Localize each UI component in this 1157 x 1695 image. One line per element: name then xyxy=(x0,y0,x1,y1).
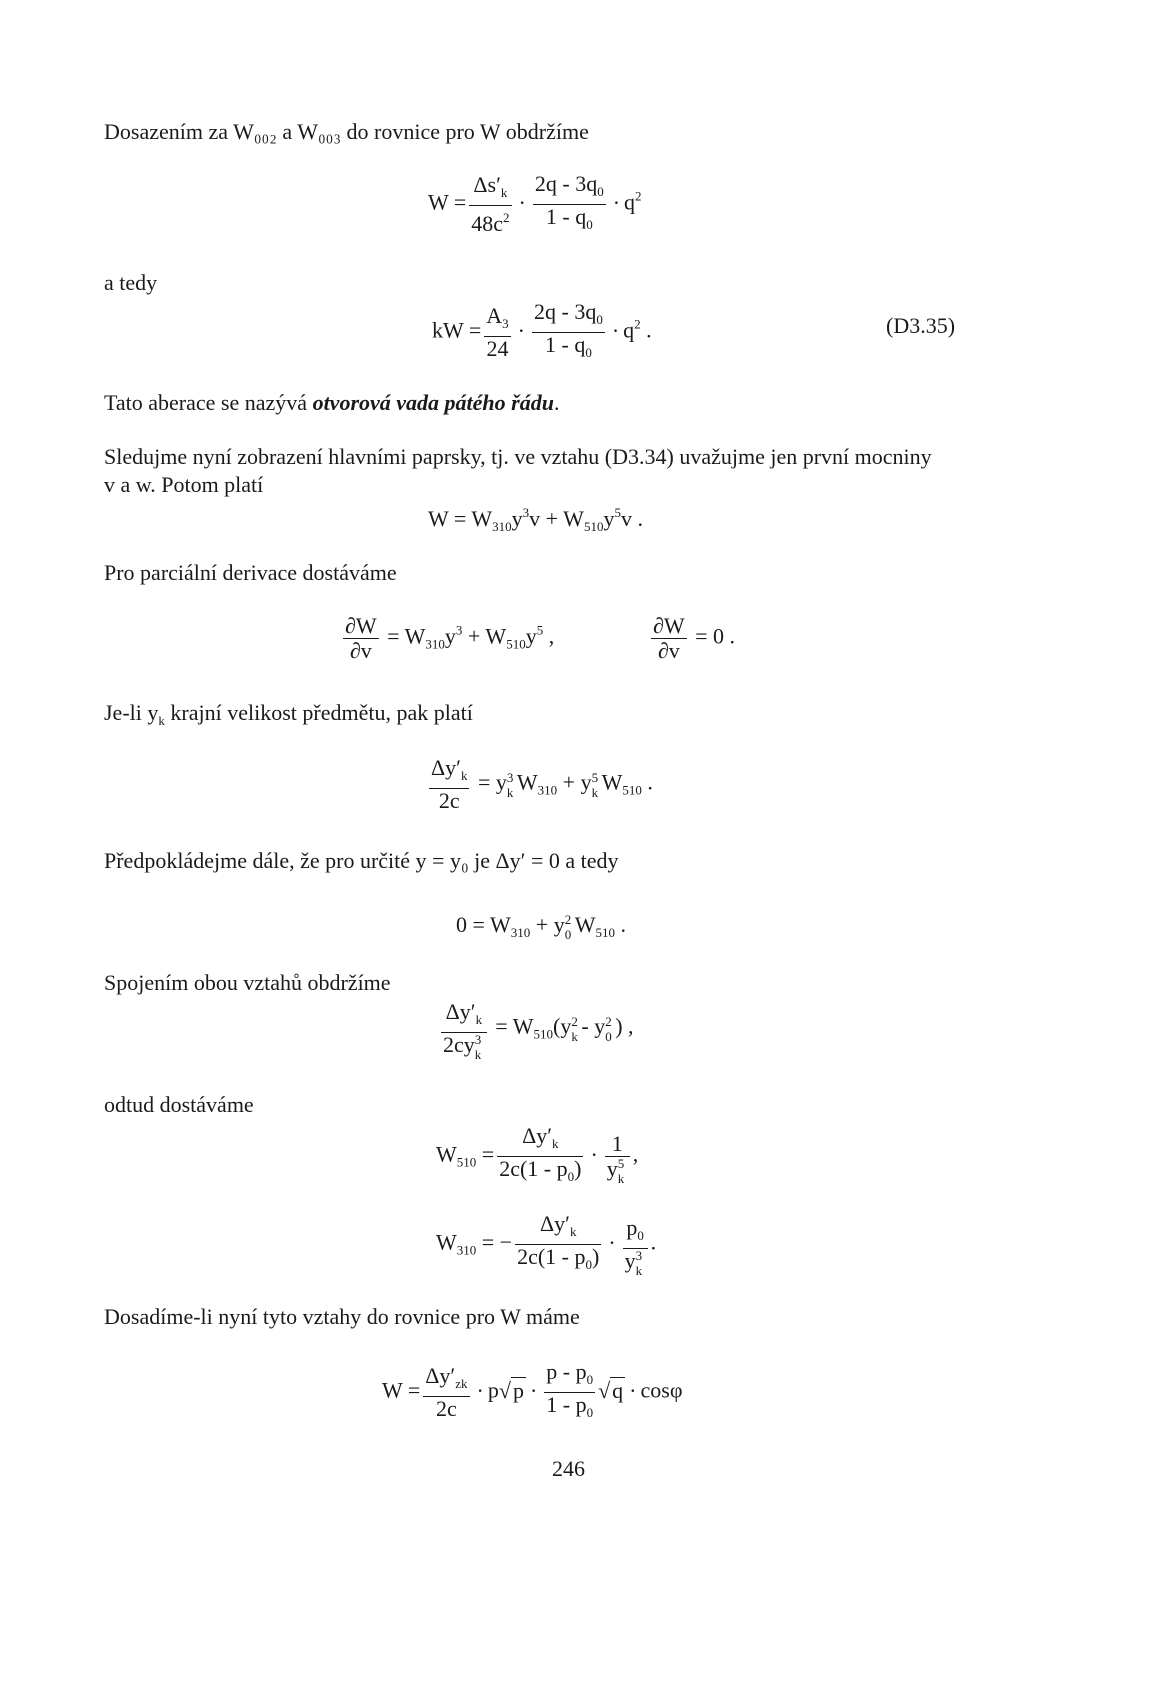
page-number: 246 xyxy=(552,1456,585,1481)
paragraph-combine: Spojením obou vztahů obdržíme xyxy=(104,970,391,995)
object-size-suffix: krajní velikost předmětu, pak platí xyxy=(164,700,473,725)
aberration-text: Tato aberace se nazývá xyxy=(104,390,313,415)
equation-dw-dv: $\frac{\partial W}{\partial v}$ = $W_{310}y^3 + W_{510}y^5$ , xyxy=(345,613,555,663)
paragraph-partial-derivatives: Pro parciální derivace dostáváme xyxy=(104,560,397,585)
equation-number: (D3.35) xyxy=(886,313,956,338)
paragraph-aberration xyxy=(104,390,559,416)
equation-dyk: $\frac{\Delta y'_k}{2c}$ = y 3 k $W_{310} + y$ 5 k $W_{510}$ . xyxy=(431,755,653,813)
object-size-sub: k xyxy=(158,713,165,728)
equation-dw-dw: $\frac{\partial W}{\partial v}$ = 0 . xyxy=(653,613,736,663)
equation-zero: $0 = W_{310} + y$ 2 0 $W_{510}$ . xyxy=(456,911,626,942)
paragraph-principal-rays-line1: Sledujme nyní zobrazení hlavními paprsky, tj. ve vztahu (D3.34) uvažujme jen první mocniny xyxy=(104,444,932,469)
equation-w: W = $\frac{\Delta s'_k}{48c^2}$ · $\frac{2q - 3q_0}{1 - q_0}$ · $q^2$ xyxy=(428,171,642,236)
aberration-term: otvorová vada pátého řádu xyxy=(312,390,554,415)
equation-combined: $\Delta y'_k$ 2cy 3 k = $W_{510}(y$ 2 k - y 2 0 ) , xyxy=(443,999,634,1062)
equation-w-final: W = $\frac{\Delta y'_{zk}}{2c}$ · p√p · $\frac{p - p_0}{1 - p_0}$ √q · cosφ xyxy=(382,1359,683,1421)
paragraph-principal-rays-line2: v a w. Potom platí xyxy=(104,472,264,497)
object-size-var: y xyxy=(147,700,159,725)
equation-w510: $W_{510}$ = $\frac{\Delta y'_k}{2c(1 - p_0)}$ · 1 y 5 k , xyxy=(436,1123,639,1186)
paragraph-assume: Předpokládejme dále, že pro určité y = y₀ je Δy′ = 0 a tedy xyxy=(104,848,619,873)
equation-w-linear: $W = W_{310}y^3v + W_{510}y^5v$ . xyxy=(428,505,643,534)
aberration-end: . xyxy=(553,390,560,415)
equation-w310: $W_{310}$ = − $\frac{\Delta y'_k}{2c(1 - p_0)}$ · $p_0$ y 3 k . xyxy=(436,1211,657,1278)
equation-kw: kW = $\frac{A_3}{24}$ · $\frac{2q - 3q_0}{1 - q_0}$ · $q^2$ . xyxy=(432,299,652,361)
paragraph-substitute: Dosadíme-li nyní tyto vztahy do rovnice pro W máme xyxy=(104,1304,580,1329)
object-size-prefix: Je-li xyxy=(104,700,148,725)
paragraph-intro: Dosazením za W₀₀₂ a W₀₀₃ do rovnice pro W obdržíme xyxy=(104,119,589,144)
paragraph-hence: odtud dostáváme xyxy=(104,1092,254,1117)
paragraph-object-size xyxy=(104,700,473,734)
paragraph-a-tedy: a tedy xyxy=(104,270,158,295)
